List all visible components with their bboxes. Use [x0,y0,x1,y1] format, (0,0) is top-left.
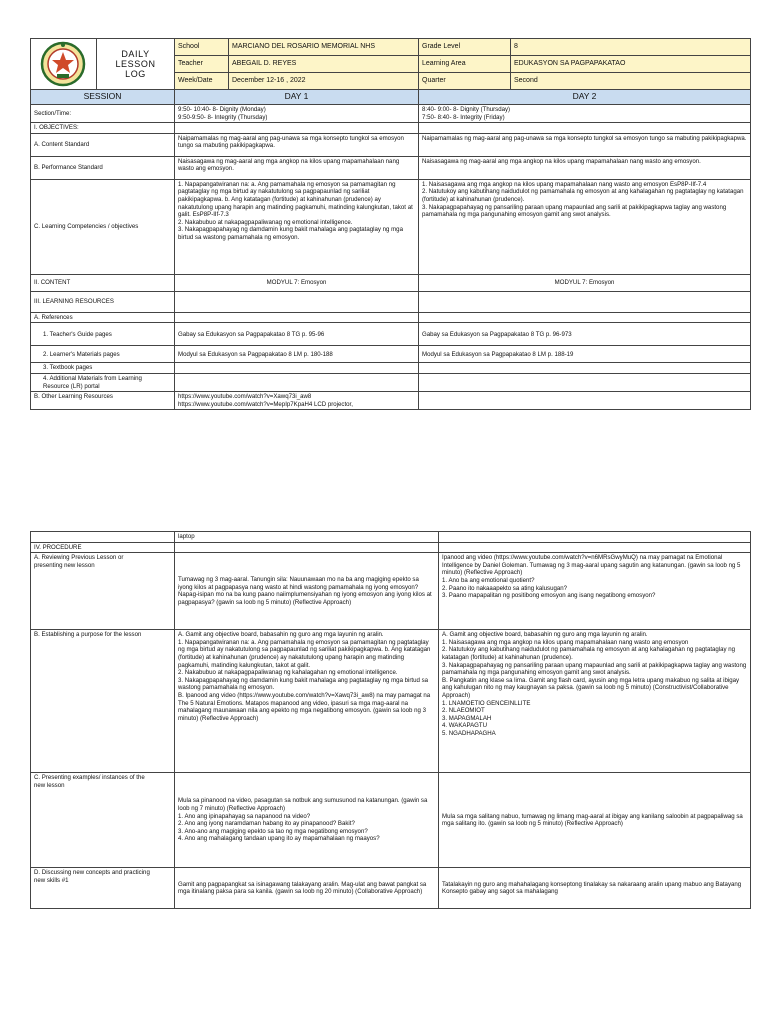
other-resources-label: B. Other Learning Resources [31,392,175,410]
presenting-label: C. Presenting examples/ instances of the new lesson [31,773,175,868]
teachers-guide-day1: Gabay sa Edukasyon sa Pagpapakatao 8 TG p. 95-96 [175,323,419,346]
additional-materials-label: 4. Additional Materials from Learning Resource (LR) portal [31,373,175,391]
discussing-label: D. Discussing new concepts and practicing new skills #1 [31,868,175,909]
quarter-label: Quarter [419,73,511,90]
quarter-value: Second [511,73,751,90]
teachers-guide-label: 1. Teacher's Guide pages [31,323,175,346]
section-time-day2: 8:40- 9:00- 8- Dignity (Thursday) 7:50- 8:40- 8- Integrity (Friday) [419,105,751,123]
learners-materials-row [31,346,751,363]
content-label: II. CONTENT [31,274,175,291]
resources-row [31,291,751,312]
objectives-label: I. OBJECTIVES: [31,123,175,134]
content-standard-day1: Naipamamalas ng mag-aaral ang pag-unawa sa mga konsepto tungkol sa emosyon tungo sa mabuting pakikipagkapwa. [175,133,419,156]
learning-area-label: Learning Area [419,56,511,73]
session-label: SESSION [31,90,175,105]
competencies-label: C. Learning Competencies / objectives [31,179,175,274]
presenting-day2: Mula sa mga salitang nabuo, tumawag ng limang mag-aaral at ibigay ang kanilang saloobin at pagpapaliwag sa mga salitang ito. (gawin sa loob ng 5 minuto) (Reflective Approach) [439,773,751,868]
lesson-log-page-2 [30,531,750,909]
learners-materials-day1: Modyul sa Edukasyon sa Pagpapakatao 8 LM p. 180-188 [175,346,419,363]
resources-label: III. LEARNING RESOURCES [31,291,175,312]
content-day2: MODYUL 7: Emosyon [419,274,751,291]
lesson-log-table [30,38,751,410]
discussing-day1: Gamit ang pagpapangkat sa isinagawang talakayang aralin. Mag-ulat ang bawat pangkat sa mga itinalang paksa para sa kanila. (gawin sa loob ng 20 minuto) (Collaborative Approach) [175,868,439,909]
teachers-guide-day2: Gabay sa Edukasyon sa Pagpapakatao 8 TG p. 96-973 [419,323,751,346]
establishing-day1: A. Gamit ang objective board, babasahin ng guro ang mga layunin ng aralin. 1. Napapangatwiranan na: a. Ang pamamahala ng emosyon sa pamamagitan ng pagtataglay ng mga birtud ay nakatutulong sa pagpapaunlad ng sariliat pakikipagkapwa. b. Ang katatagan (fortitude) at kahinahunan (prudence) ay nakatutulong upang harapin ang matinding pagkamuhi, matinding kalungkutan, takot at galit. 2. Nakabubuo at nakapagpapaliwanag ng kahalagahan ng emotional intelligence. 3. Nakapagpapahayag ng damdamin kung bakit mahalaga ang pagtataglay ng mga birtud sa wastong pamamahala ng emosyon. B. Ipanood ang video (https://www.youtube.com/watch?v=Xawq73i_aw8) na may pamagat na The 5 Natural Emotions. Matapos mapanood ang video, ipasuri sa mga mag-aaral na mahalagang maunawaan nila ang epekto ng mga negatibong emosyon. (gawin sa loob ng 3 minuto) (Reflective Approach) [175,630,439,773]
content-standard-label: A. Content Standard [31,133,175,156]
competencies-day2: 1. Naisasagawa ang mga angkop na kilos upang mapamahalaan nang wasto ang emosyon EsP8P-IIf-7.4 2. Natutukoy ang kabutihang naidudulot ng pamamahala ng emosyon at ang kahalagahan ng pagtataglay ng katatagan (fortitude) at kahinahunan (prudence). 3. Nakapagpapahayag ng pansariling paraan upang mapaunlad ang sarili at pakikipagkapwa taglay ang wastong pamamahala ng mga pangunahing emosyon gamit ang swot analysis. [419,179,751,274]
learners-materials-label: 2. Learner's Materials pages [31,346,175,363]
objectives-row [31,123,751,134]
performance-standard-label: B. Performance Standard [31,156,175,179]
section-time-row [31,105,751,123]
grade-level-value: 8 [511,39,751,56]
discussing-row [31,868,751,909]
reviewing-label: A. Reviewing Previous Lesson or presenting new lesson [31,553,175,630]
teachers-guide-row [31,323,751,346]
laptop-row [31,532,751,543]
competencies-day1: 1. Napapangatwiranan na: a. Ang pamamahala ng emosyon sa pamamagitan ng pagtataglay ng mga birtud ay nakatutulong sa pagpapaunlad ng sariliat pakikipagkapwa. b. Ang katatagan (fortitude) at kahinahunan (prudence) ay nakatutulong upang harapin ang matinding pagkamuhi, matinding kalungkutan, takot at galit. EsP8P-IIf-7.3 2. Nakabubuo at nakapagpapaliwanag ng emotional intelligence. 3. Nakapagpapahayag ng damdamin kung bakit mahalaga ang pagtataglay ng mga birtud sa wastong pamamahala ng emosyon. [175,179,419,274]
school-value: MARCIANO DEL ROSARIO MEMORIAL NHS [229,39,419,56]
performance-standard-row [31,156,751,179]
competencies-row [31,179,751,274]
reviewing-day2: Ipanood ang video (https://www.youtube.com/watch?v=n6MRsGwyMuQ) na may pamagat na Emotional Intelligence by Daniel Goleman. Tumawag ng 3 mag-aaral upang sagutin ang katanungan. (gawin sa loob ng 5 minuto) (Reflective Approach) 1. Ano ba ang emotional quotient? 2. Paano ito nakaaapekto sa ating kalusugan? 3. Paano mapapalitan ng positibong emosyon ang isang negatibong emosyon? [439,553,751,630]
reviewing-row [31,553,751,630]
procedure-label: IV. PROCEDURE [31,542,175,553]
establishing-day2: A. Gamit ang objective board, babasahin ng guro ang mga layunin ng aralin. 1. Naisasagawa ang mga angkop na kilos upang mapamahalaan nang wasto ang emosyon 2. Natutukoy ang kabutihang naidudulot ng pamamahala ng emosyon at ang kahalagahan ng pagtataglay ng katatagan (fortitude) at kahinahunan (prudence). 3. Nakapagpapahayag ng pansariling paraan upang mapaunlad ang sarili at pakikipagkapwa taglay ang wastong pamamahala ng mga pangunahing emosyon gamit ang swot analysis. B. Pangkatin ang klase sa lima. Gamit ang flash card, ayusin ang mga letra upang makabuo ng salita at ibigay ang kahulugan nito ng may kaugnayan sa paksa. (gawin sa loob ng 5 minuto) (Constructivist/Collaborative Approach) 1. LNAMOETIO GENCEINLLITE 2. NLAEOMIOT 3. MAPAGMALAH 4. WAKAPAGTU 5. NGADHAPAGHA [439,630,751,773]
content-day1: MODYUL 7: Emosyon [175,274,419,291]
teacher-value: ABEGAIL D. REYES [229,56,419,73]
references-row [31,312,751,323]
week-date-value: December 12-16 , 2022 [229,73,419,90]
textbook-label: 3. Textbook pages [31,363,175,374]
content-standard-row [31,133,751,156]
day2-header: DAY 2 [419,90,751,105]
establishing-row [31,630,751,773]
performance-standard-day2: Naisasagawa ng mag-aaral ang mga angkop na kilos upang mapamahalaan nang wasto ang emosyon. [419,156,751,179]
additional-materials-row [31,373,751,391]
grade-level-label: Grade Level [419,39,511,56]
presenting-row [31,773,751,868]
lesson-log-page-1 [30,38,750,410]
content-row [31,274,751,291]
procedure-table [30,531,751,909]
school-label: School [175,39,229,56]
establishing-label: B. Establishing a purpose for the lesson [31,630,175,773]
section-time-day1: 9:50- 10:40- 8- Dignity (Monday) 9:50-9:50- 8- Integrity (Thursday) [175,105,419,123]
laptop-text: laptop [175,532,439,543]
other-resources-row [31,392,751,410]
section-time-label: Section/Time: [31,105,175,123]
school-logo-cell [31,39,97,90]
header-row-school [31,39,751,56]
discussing-day2: Tatalakayin ng guro ang mahahalagang konseptong tinalakay sa nakaraang aralin upang mabuo ang Batayang Konsepto gabay ang sagot sa mahalagang [439,868,751,909]
content-standard-day2: Naipamamalas ng mag-aaral ang pag-unawa sa mga konsepto tungkol sa emosyon tungo sa mabuting pakikipagkapwa. [419,133,751,156]
performance-standard-day1: Naisasagawa ng mag-aaral ang mga angkop na kilos upang mapamahalaan nang wasto ang emosyon. [175,156,419,179]
reviewing-day1: Tumawag ng 3 mag-aaral. Tanungin sila: Nauunawaan mo na ba ang magiging epekto sa iyong kilos at pagpapasya nang wasto at hindi wastong pamamahala ng iyong emosyon? Napag-isipan mo na ba kung paano naiimplumensiyahan ng iyong emosyon ang iyong kilos at pagpapasya? (gawin sa loob ng 5 minuto) (Reflective Approach) [175,553,439,630]
session-row [31,90,751,105]
week-date-label: Week/Date [175,73,229,90]
other-resources-day1: https://www.youtube.com/watch?v=Xawq73i_aw8 https://www.youtube.com/watch?v=MepIp7KpaH4 LCD projector, [175,392,419,410]
learning-area-value: EDUKASYON SA PAGPAPAKATAO [511,56,751,73]
learners-materials-day2: Modyul sa Edukasyon sa Pagpapakatao 8 LM p. 188-19 [419,346,751,363]
procedure-row [31,542,751,553]
daily-lesson-log-title: DAILY LESSON LOG [97,39,175,90]
presenting-day1: Mula sa pinanood na video, pasagutan sa notbuk ang sumusunod na katanungan. (gawin sa loob ng 7 minuto) (Reflective Approach) 1. Ano ang ipinapahayag sa napanood na video? 2. Ano ang iyong naramdaman habang ito ay pinapanood? Bakit? 3. Ano-ano ang magiging epekto sa tao ng mga negatibong emosyon? 4. Ano ang mahalagang tandaan upang ito ay mapamahalaan ng maayos? [175,773,439,868]
teacher-label: Teacher [175,56,229,73]
day1-header: DAY 1 [175,90,419,105]
references-label: A. References [31,312,175,323]
school-seal-icon [35,41,91,87]
textbook-row [31,363,751,374]
